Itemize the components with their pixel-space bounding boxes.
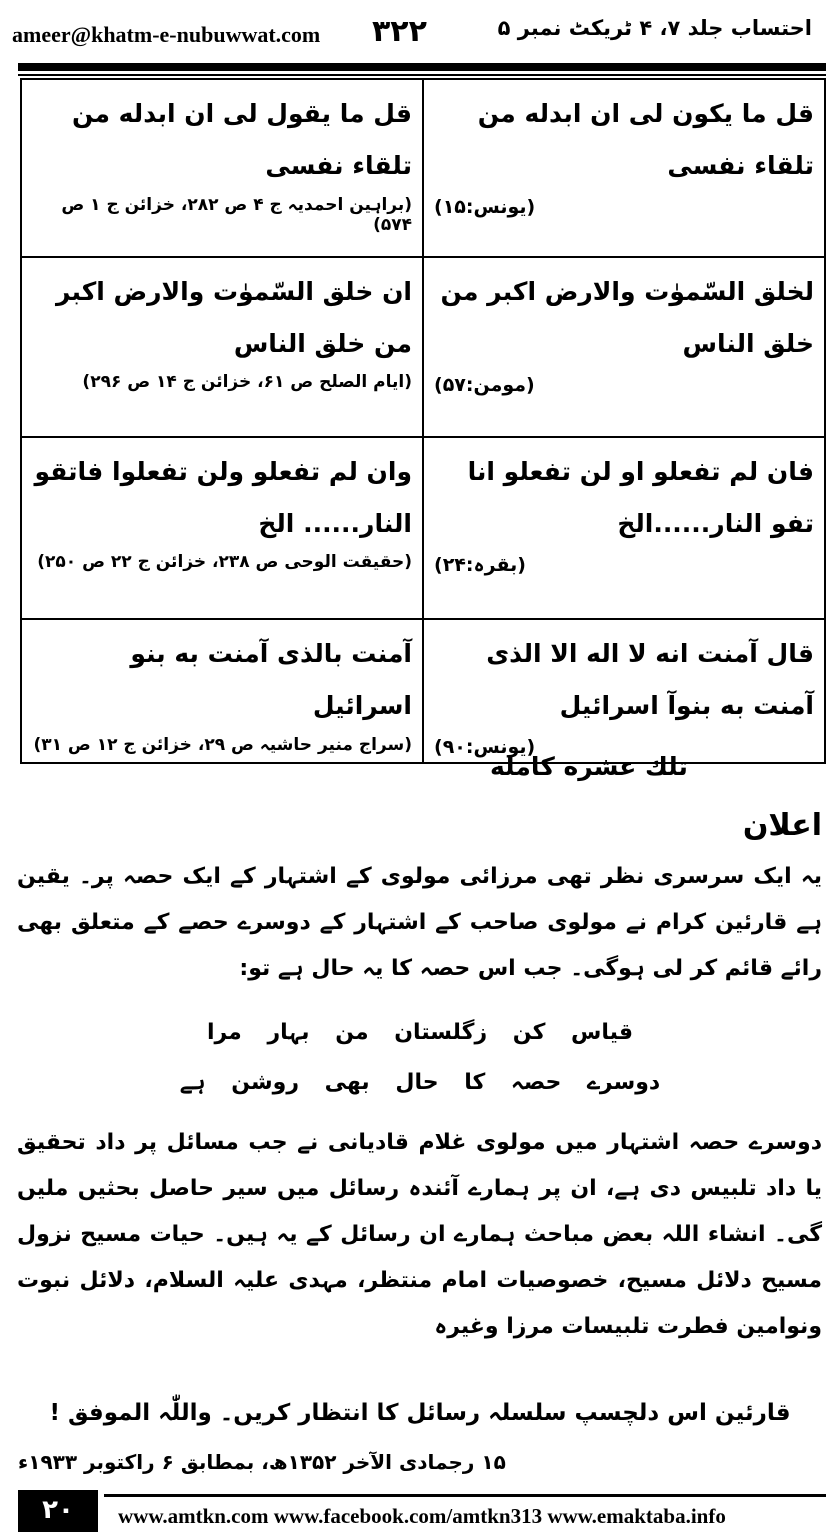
quran-verse: لخلق السّموٰت والارض اکبر من خلق الناس <box>440 277 814 358</box>
mirza-cell <box>21 257 423 437</box>
quran-cell <box>423 437 825 619</box>
announcement-closing-line: قارئین اس دلچسپ سلسلہ رسائل کا انتظار کریں۔ واللّٰہ الموفق ! <box>49 1400 791 1426</box>
footer-rule <box>104 1494 826 1497</box>
quran-verse: قل ما یکون لی ان ابدله من تلقاء نفسی <box>477 99 814 180</box>
closing-phrase: تلك عشرة كاملة <box>490 752 688 781</box>
announcement-paragraph: یہ ایک سرسری نظر تھی مرزائی مولوی کے اشتہار کے ایک حصہ پر۔ یقین ہے قارئین کرام نے مولوی صاحب کے اشتہار کے دوسرے حصے کے متعلق بھی رائے قائم کر لی ہوگی۔ جب اس حصہ کا یہ حال ہے تو: <box>17 864 822 981</box>
mirza-verse: قل ما یقول لی ان ابدله من تلقاء نفسی <box>71 99 412 180</box>
quran-reference: (مومن:۵۷) <box>434 374 535 396</box>
poem-line: قیاس کن زگلستان من بہار مرا <box>206 1020 634 1045</box>
poem-line: دوسرے حصہ کا حال بھی روشن ہے <box>179 1070 661 1095</box>
quran-verse: قال آمنت انه لا اله الا الذی آمنت به بنوآ اسرائیل <box>486 639 814 720</box>
mirza-verse: آمنت بالذی آمنت به بنو اسرائیل <box>130 639 412 720</box>
announcement-paragraph: دوسرے حصہ اشتہار میں مولوی غلام قادیانی نے جب مسائل پر داد تحقیق یا داد تلبیس دی ہے، ان پر ہمارے آئندہ رسائل میں سیر حاصل بحثیں ملیں گی۔ انشاء اللہ بعض مباحث ہمارے ان رسائل کے یہ ہیں۔ حیات مسیح نزول مسیح دلائل مسیح، خصوصیات امام منتظر، مہدی علیہ السلام، دلائل نبوت ونوامین فطرت تلبیسات مرزا وغیرہ <box>17 1130 822 1339</box>
table-row <box>21 79 825 257</box>
footer-urls: www.amtkn.com www.facebook.com/amtkn313 www.emaktaba.info <box>118 1504 726 1528</box>
mirza-reference: (ایام الصلح ص ۶۱، خزائن ج ۱۴ ص ۲۹۶) <box>82 372 412 392</box>
quran-cell <box>423 79 825 257</box>
quran-reference: (بقرہ:۲۴) <box>434 554 526 576</box>
page-header <box>0 0 840 62</box>
mirza-cell <box>21 79 423 257</box>
footer-page-number: ۲۰ <box>18 1490 98 1532</box>
quran-cell <box>423 619 825 763</box>
header-rule-thin <box>18 74 826 76</box>
mirza-reference: (حقیقت الوحی ص ۲۳۸، خزائن ج ۲۲ ص ۲۵۰) <box>37 552 412 572</box>
table-row <box>21 619 825 763</box>
comparison-table <box>20 78 826 764</box>
header-email: ameer@khatm-e-nubuwwat.com <box>12 22 321 47</box>
publication-date: ۱۵ رجمادی الآخر ۱۳۵۲ھ، بمطابق ۶ راکتوبر ۱۹۳۳ء <box>18 1450 506 1474</box>
quran-reference: (یونس:۹۰) <box>434 736 536 758</box>
header-series-title: احتساب جلد ۷، ۴ ٹریکٹ نمبر ۵ <box>497 16 812 40</box>
table-row <box>21 257 825 437</box>
mirza-cell <box>21 619 423 763</box>
quran-reference: (یونس:۱۵) <box>434 196 536 218</box>
mirza-reference: (براہین احمدیہ ج ۴ ص ۲۸۲، خزائن ج ۱ ص ۵۷۴) <box>61 195 412 235</box>
mirza-cell <box>21 437 423 619</box>
mirza-verse: ان خلق السّموٰت والارض اکبر من خلق الناس <box>55 277 412 358</box>
mirza-reference: (سراج منیر حاشیہ ص ۲۹، خزائن ج ۱۲ ص ۳۱) <box>33 735 412 755</box>
mirza-verse: وان لم تفعلو ولن تفعلوا فاتقو النار...... الخ <box>34 457 412 538</box>
header-page-number: ۳۲۲ <box>372 14 427 49</box>
table-row <box>21 437 825 619</box>
quran-verse: فان لم تفعلو او لن تفعلو انا تفو النار......الخ <box>467 457 814 538</box>
announcement-heading: اعلان <box>742 808 822 843</box>
header-rule-thick <box>18 63 826 71</box>
quran-cell <box>423 257 825 437</box>
